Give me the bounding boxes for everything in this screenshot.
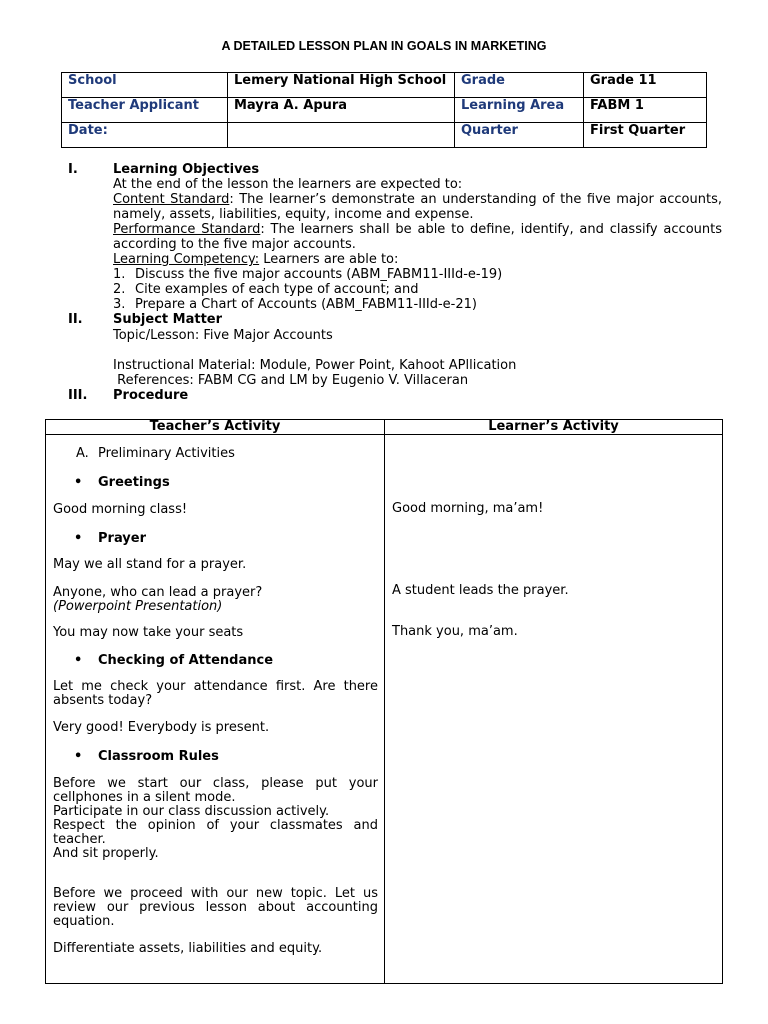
section-1-numeral: I. [68, 162, 78, 177]
objectives-block [113, 177, 722, 312]
prayer-bullet: • Prayer [98, 531, 146, 546]
learner-prayer: A student leads the prayer. [392, 583, 569, 598]
grade-value: Grade 11 [584, 73, 707, 98]
document-title: A DETAILED LESSON PLAN IN GOALS IN MARKETING [221, 39, 547, 53]
rule-item: And sit properly. [53, 846, 159, 861]
attendance-bullet: • Checking of Attendance [98, 653, 273, 668]
performance-standard-label: Performance Standard [113, 222, 261, 237]
teacher-attendance-result: Very good! Everybody is present. [53, 720, 270, 735]
competency-item [113, 267, 722, 282]
references-line: References: FABM CG and LM by Eugenio V. Villaceran [113, 373, 469, 388]
teacher-seats: You may now take your seats [53, 625, 244, 640]
learning-competency-label: Learning Competency: [113, 252, 260, 267]
learning-competency [113, 252, 722, 267]
section-2-heading: Subject Matter [113, 312, 223, 327]
section-3-heading: Procedure [113, 388, 189, 403]
materials-line: Instructional Material: Module, Power Point, Kahoot APllication [113, 358, 517, 373]
section-1-heading: Learning Objectives [113, 162, 260, 177]
teacher-lead-prayer [53, 586, 378, 614]
objectives-intro: At the end of the lesson the learners are expected to: [113, 177, 463, 192]
teacher-attendance-question: Let me check your attendance first. Are there absents today? [53, 679, 378, 708]
school-label: School [62, 73, 228, 98]
teacher-stand: May we all stand for a prayer. [53, 557, 247, 572]
performance-standard-text: : The learners shall be able to define, identify, and classify accounts according to the five major accounts. [113, 222, 722, 252]
teacher-activity-cell [46, 435, 385, 984]
learner-thanks: Thank you, ma’am. [392, 624, 518, 639]
teacher-value: Mayra A. Apura [228, 98, 455, 123]
competency-text: Cite examples of each type of account; and [135, 282, 419, 297]
quarter-label: Quarter [455, 123, 584, 148]
greetings-bullet: • Greetings [98, 475, 170, 490]
topic-line: Topic/Lesson: Five Major Accounts [113, 328, 333, 343]
learning-competency-text: Learners are able to: [259, 252, 399, 267]
teacher-greeting: Good morning class! [53, 502, 188, 517]
preliminary-text: Preliminary Activities [98, 446, 235, 461]
grade-label: Grade [455, 73, 584, 98]
content-standard [113, 192, 722, 222]
rule-item: Respect the opinion of your classmates and teacher. [53, 818, 378, 847]
date-value [228, 123, 455, 148]
content-standard-label: Content Standard [113, 192, 230, 207]
learning-area-value: FABM 1 [584, 98, 707, 123]
learner-activity-cell [385, 435, 723, 984]
section-3-numeral: III. [68, 388, 88, 403]
teacher-label: Teacher Applicant [62, 98, 228, 123]
teacher-activity-header: Teacher’s Activity [46, 420, 385, 435]
competency-item [113, 297, 722, 312]
rule-item: Before we start our class, please put your cellphones in a silent mode. [53, 776, 378, 805]
performance-standard [113, 222, 722, 252]
powerpoint-note: (Powerpoint Presentation) [53, 599, 223, 614]
learner-activity-header: Learner’s Activity [385, 420, 723, 435]
rules-bullet: • Classroom Rules [98, 749, 219, 764]
lesson-info-table [61, 72, 707, 148]
review-prompt: Before we proceed with our new topic. Let us review our previous lesson about accounting equation. [53, 886, 378, 929]
competency-number: 2. [113, 282, 126, 297]
learner-greeting: Good morning, ma’am! [392, 501, 544, 516]
competency-text: Prepare a Chart of Accounts (ABM_FABM11-IIId-e-21) [135, 297, 477, 312]
section-2-numeral: II. [68, 312, 83, 327]
differentiate-prompt: Differentiate assets, liabilities and equity. [53, 941, 323, 956]
preliminary-letter: A. [76, 446, 89, 461]
date-label: Date: [62, 123, 228, 148]
rule-item: Participate in our class discussion actively. [53, 804, 330, 819]
activity-table [45, 419, 723, 984]
classroom-rules [53, 777, 378, 861]
competency-text: Discuss the five major accounts (ABM_FABM11-IIId-e-19) [135, 267, 503, 282]
content-standard-text: : The learner’s demonstrate an understanding of the five major accounts, namely, assets, liabilities, equity, income and expense. [113, 192, 722, 222]
competency-number: 1. [113, 267, 126, 282]
quarter-value: First Quarter [584, 123, 707, 148]
competency-number: 3. [113, 297, 126, 312]
school-value: Lemery National High School [228, 73, 455, 98]
learning-area-label: Learning Area [455, 98, 584, 123]
competency-item [113, 282, 722, 297]
teacher-lead-text: Anyone, who can lead a prayer? [53, 585, 263, 600]
